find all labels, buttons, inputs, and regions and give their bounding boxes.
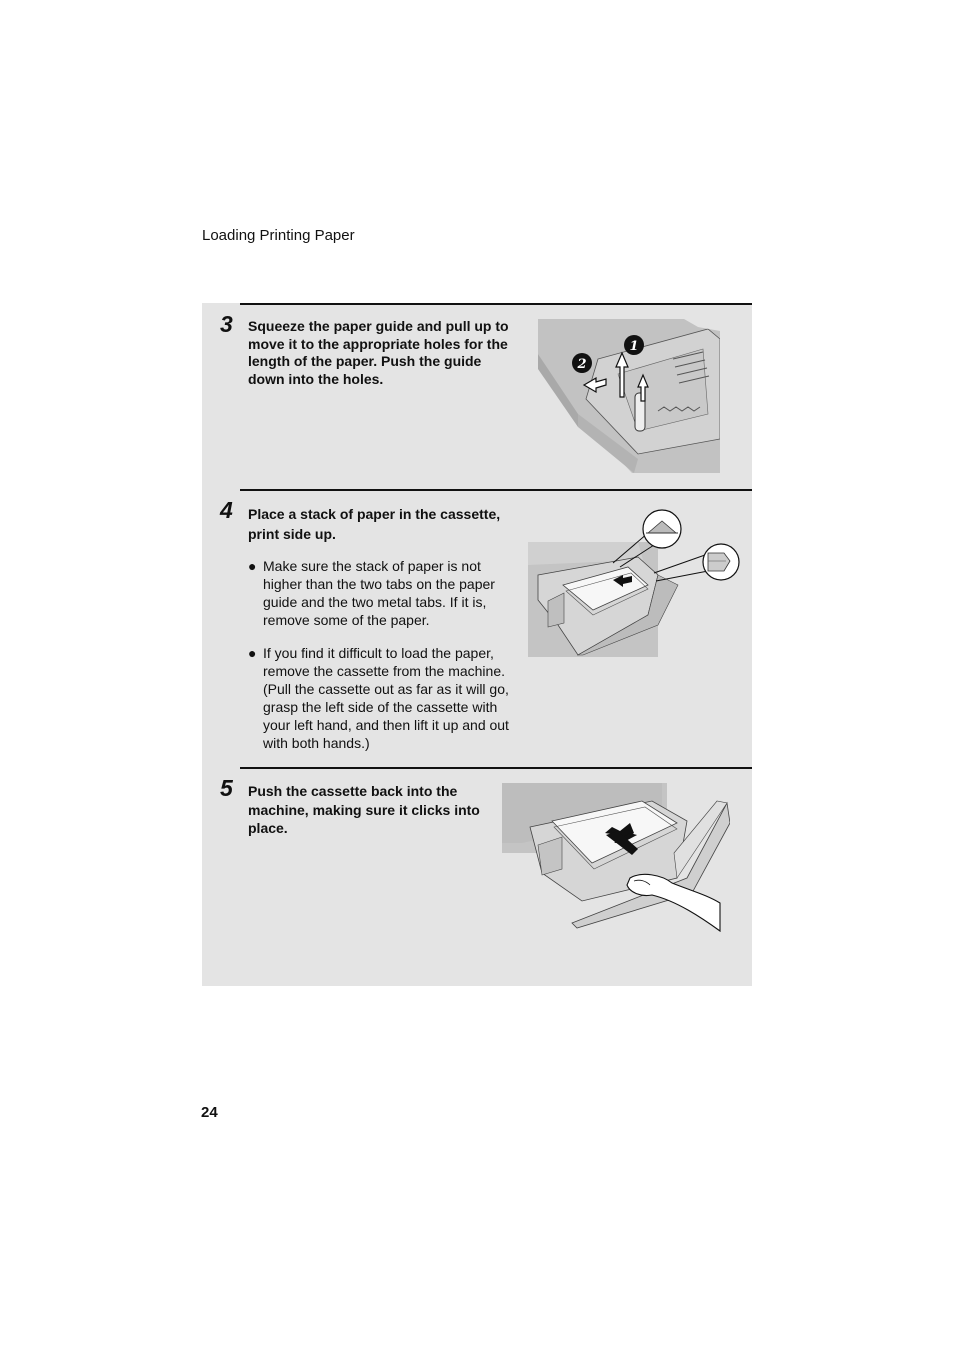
list-item <box>248 644 520 752</box>
step-number: 4 <box>220 497 233 523</box>
step-instruction: Push the cassette back into the machine, making sure it clicks into place. <box>248 783 480 836</box>
step-divider <box>240 303 752 305</box>
paper-guide-illustration <box>538 319 720 473</box>
page-number: 24 <box>201 1104 218 1121</box>
step-number: 3 <box>220 311 233 337</box>
push-cassette-illustration <box>502 783 730 933</box>
step-number: 5 <box>220 775 233 801</box>
callout-2: 2 <box>577 357 587 372</box>
step-bullet-list <box>248 557 520 767</box>
section-title: Loading Printing Paper <box>202 227 355 244</box>
bullet-text: If you find it difficult to load the paper, remove the cassette from the machine. (Pull the cassette out as far as it will go, grasp the left side of the cassette with your left hand, and then lift it up and out with both hands.) <box>263 645 509 751</box>
callout-1: 1 <box>629 339 639 354</box>
step-divider <box>240 767 752 769</box>
list-item <box>248 557 520 629</box>
instruction-panel <box>202 303 752 986</box>
bullet-point: ● <box>248 558 257 574</box>
step-divider <box>240 489 752 491</box>
step-instruction: Squeeze the paper guide and pull up to move it to the appropriate holes for the length of the paper. Push the guide down into the holes. <box>248 318 509 387</box>
bullet-point: ● <box>248 645 257 661</box>
bullet-text: Make sure the stack of paper is not higher than the two tabs on the paper guide and the two metal tabs. If it is, remove some of the paper. <box>263 558 495 628</box>
paper-stack-illustration <box>528 505 742 657</box>
step-instruction: Place a stack of paper in the cassette, print side up. <box>248 506 501 542</box>
